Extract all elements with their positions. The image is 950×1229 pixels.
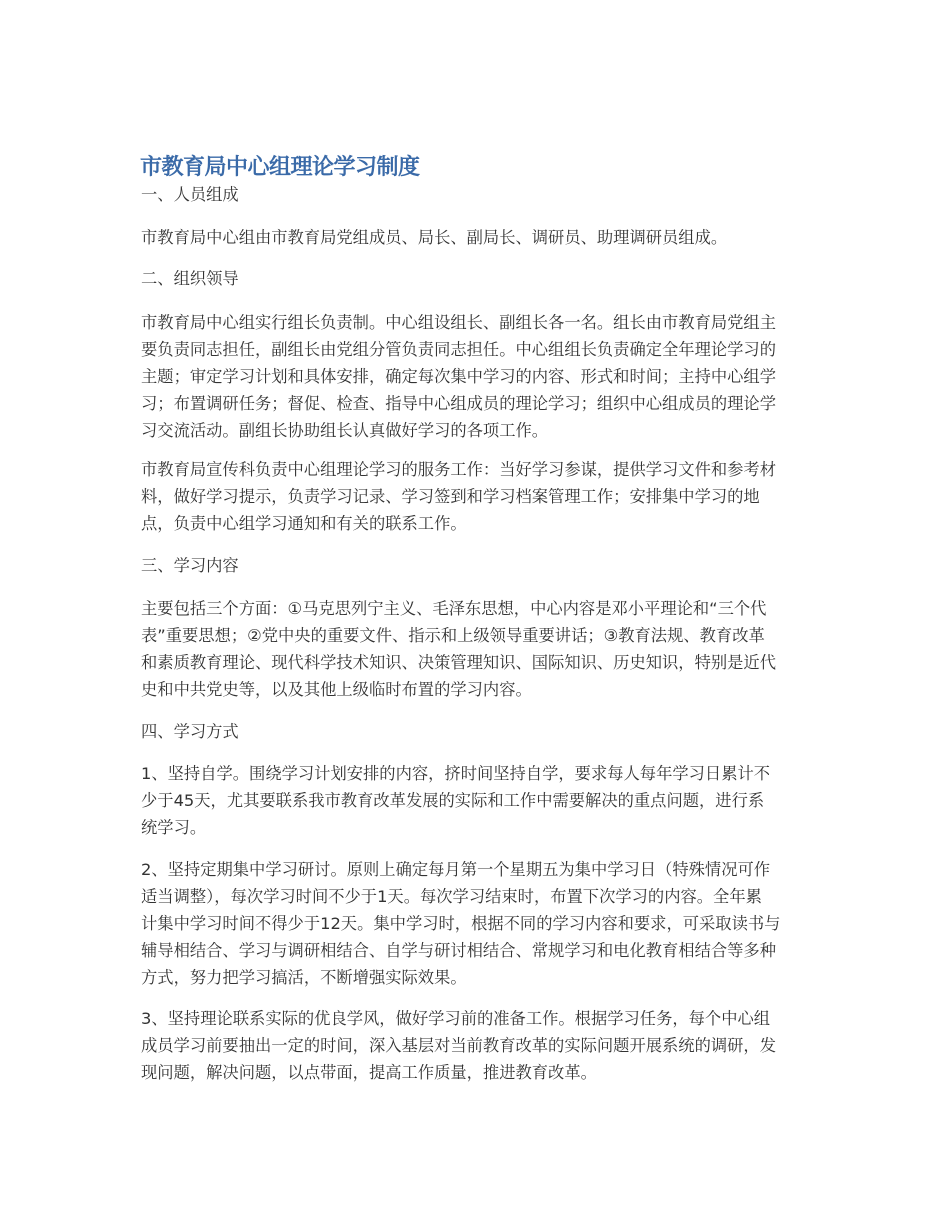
section-heading: [141, 181, 239, 208]
text-line: 习交流活动。副组长协助组长认真做好学习的各项工作。: [141, 421, 549, 440]
text-line: 少于45天，尤其要联系我市教育改革发展的实际和工作中需要解决的重点问题，进行系: [141, 791, 765, 810]
text-line: 现问题，解决问题，以点带面，提高工作质量，推进教育改革。: [141, 1063, 597, 1082]
text-line: 成员学习前要抽出一定的时间，深入基层对当前教育改革的实际问题开展系统的调研，发: [141, 1036, 776, 1055]
text-line: 计集中学习时间不得少于12天。集中学习时，根据不同的学习内容和要求，可采取读书与: [141, 914, 781, 933]
paragraph: [141, 224, 727, 251]
text-line: 方式，努力把学习搞活，不断增强实际效果。: [141, 968, 467, 987]
section-heading: [141, 552, 239, 579]
paragraph: [141, 856, 780, 991]
text-line: 辅导相结合、学习与调研相结合、自学与研讨相结合、常规学习和电化教育相结合等多种: [141, 941, 776, 960]
text-line: 四、学习方式: [141, 722, 239, 741]
text-line: 三、学习内容: [141, 556, 239, 575]
text-line: 市教育局中心组由市教育局党组成员、局长、副局长、调研员、助理调研员组成。: [141, 228, 728, 247]
paragraph: [141, 456, 776, 537]
text-line: 统学习。: [141, 818, 207, 837]
text-line: 市教育局中心组实行组长负责制。中心组设组长、副组长各一名。组长由市教育局党组主: [141, 313, 776, 332]
text-line: 市教育局宣传科负责中心组理论学习的服务工作：当好学习参谋，提供学习文件和参考材: [141, 460, 776, 479]
text-line: 一、人员组成: [141, 185, 239, 204]
text-line: 2、坚持定期集中学习研讨。原则上确定每月第一个星期五为集中学习日（特殊情况可作: [141, 860, 771, 879]
text-line: 习；布置调研任务；督促、检查、指导中心组成员的理论学习；组织中心组成员的理论学: [141, 394, 776, 413]
text-line: 和素质教育理论、现代科学技术知识、决策管理知识、国际知识、历史知识，特别是近代: [141, 653, 776, 672]
text-line: 二、组织领导: [141, 269, 239, 288]
text-line: 适当调整），每次学习时间不少于1天。每次学习结束时，布置下次学习的内容。全年累: [141, 887, 762, 906]
paragraph: [141, 595, 776, 703]
section-heading: [141, 265, 239, 292]
text-line: 表”重要思想；②党中央的重要文件、指示和上级领导重要讲话；③教育法规、教育改革: [141, 626, 765, 645]
text-line: 要负责同志担任，副组长由党组分管负责同志担任。中心组组长负责确定全年理论学习的: [141, 340, 776, 359]
text-line: 3、坚持理论联系实际的优良学风，做好学习前的准备工作。根据学习任务，每个中心组: [141, 1009, 771, 1028]
section-heading: [141, 718, 239, 745]
text-line: 主题；审定学习计划和具体安排，确定每次集中学习的内容、形式和时间；主持中心组学: [141, 367, 776, 386]
paragraph: [141, 760, 770, 841]
text-line: 料，做好学习提示，负责学习记录、学习签到和学习档案管理工作；安排集中学习的地: [141, 487, 760, 506]
text-line: 点，负责中心组学习通知和有关的联系工作。: [141, 514, 467, 533]
paragraph: [141, 309, 776, 444]
text-line: 史和中共党史等，以及其他上级临时布置的学习内容。: [141, 680, 532, 699]
text-line: 主要包括三个方面：①马克思列宁主义、毛泽东思想，中心内容是邓小平理论和“三个代: [141, 599, 767, 618]
text-line: 1、坚持自学。围绕学习计划安排的内容，挤时间坚持自学，要求每人每年学习日累计不: [141, 764, 771, 783]
document-title: 市教育局中心组理论学习制度: [140, 155, 420, 180]
paragraph: [141, 1005, 776, 1086]
